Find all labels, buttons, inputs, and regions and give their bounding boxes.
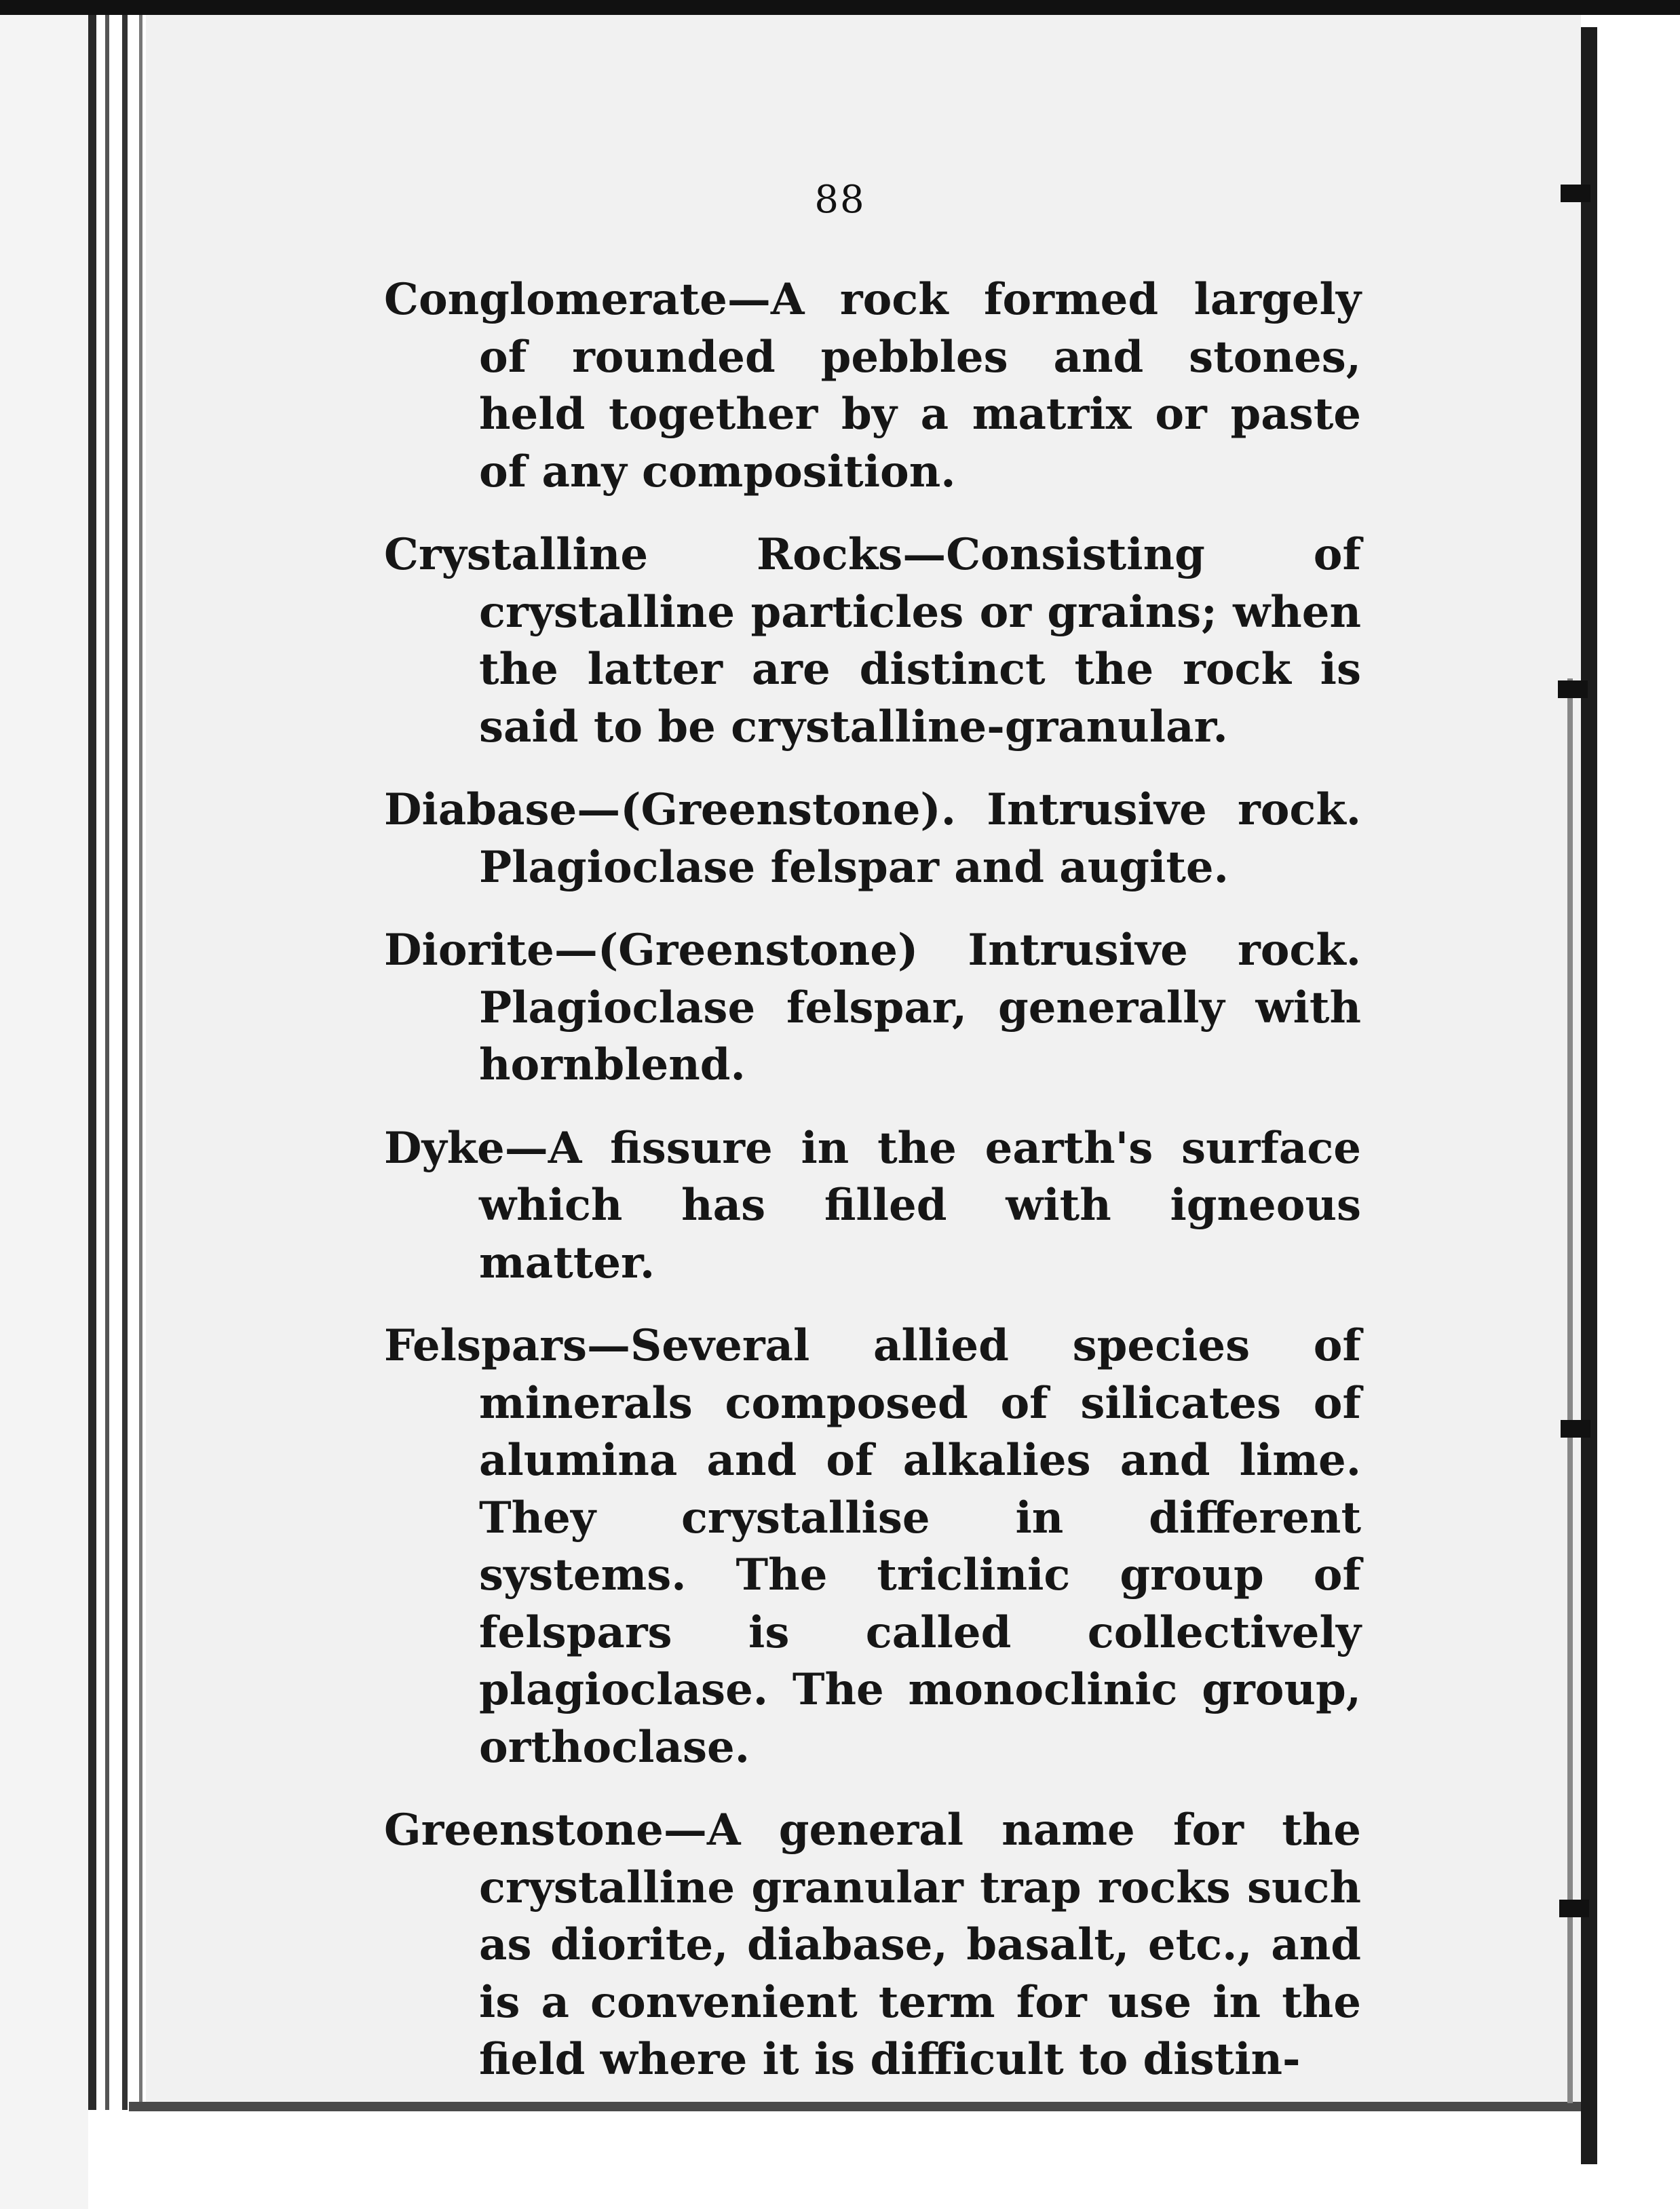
glossary-entry	[384, 782, 1361, 896]
binding-edge	[122, 0, 128, 2110]
glossary-entries	[384, 271, 1361, 2115]
binding-mark	[1561, 1420, 1590, 1438]
glossary-entry	[384, 526, 1361, 756]
binding-mark	[1558, 680, 1588, 698]
entry-text: Diabase—(Greenstone). Intrusive rock. Plagioclase felspar and augite.	[384, 784, 1361, 893]
top-scan-border	[0, 0, 1680, 15]
page-number: 88	[814, 178, 866, 222]
binding-mark	[1559, 1900, 1589, 1917]
entry-text: Dyke—A fissure in the earth's surface which has filled with igneous matter.	[384, 1122, 1361, 1288]
glossary-entry	[384, 1318, 1361, 1776]
entry-text: Diorite—(Greenstone) Intrusive rock. Plagioclase felspar, generally with hornblend.	[384, 925, 1361, 1090]
entry-text: Crystalline Rocks—Consisting of crystalline particles or grains; when the latter are distinct the rock is said to be crystalline-granular.	[384, 529, 1361, 752]
right-binding-edge	[1567, 678, 1573, 2103]
entry-text: Conglomerate—A rock formed largely of rounded pebbles and stones, held together by a matrix or paste of any composition.	[384, 274, 1361, 497]
entry-text: Greenstone—A general name for the crystalline granular trap rocks such as diorite, diabase, basalt, etc., and is a convenient term for use in the field where it is difficult to distin-	[384, 1805, 1361, 2085]
binding-edge	[105, 0, 109, 2110]
glossary-entry	[384, 1120, 1361, 1292]
glossary-entry	[384, 271, 1361, 501]
glossary-entry	[384, 922, 1361, 1094]
binding-edge	[139, 0, 142, 2110]
binding-edge	[88, 0, 96, 2110]
left-margin	[0, 0, 88, 2209]
glossary-entry	[384, 1802, 1361, 2089]
right-binding-edge	[1581, 27, 1597, 2164]
entry-text: Felspars—Several allied species of minerals composed of silicates of alumina and of alkalies and lime. They crystallise in different systems. The triclinic group of felspars is called collectively plagioclase. The monoclinic group, orthoclase.	[384, 1320, 1361, 1773]
